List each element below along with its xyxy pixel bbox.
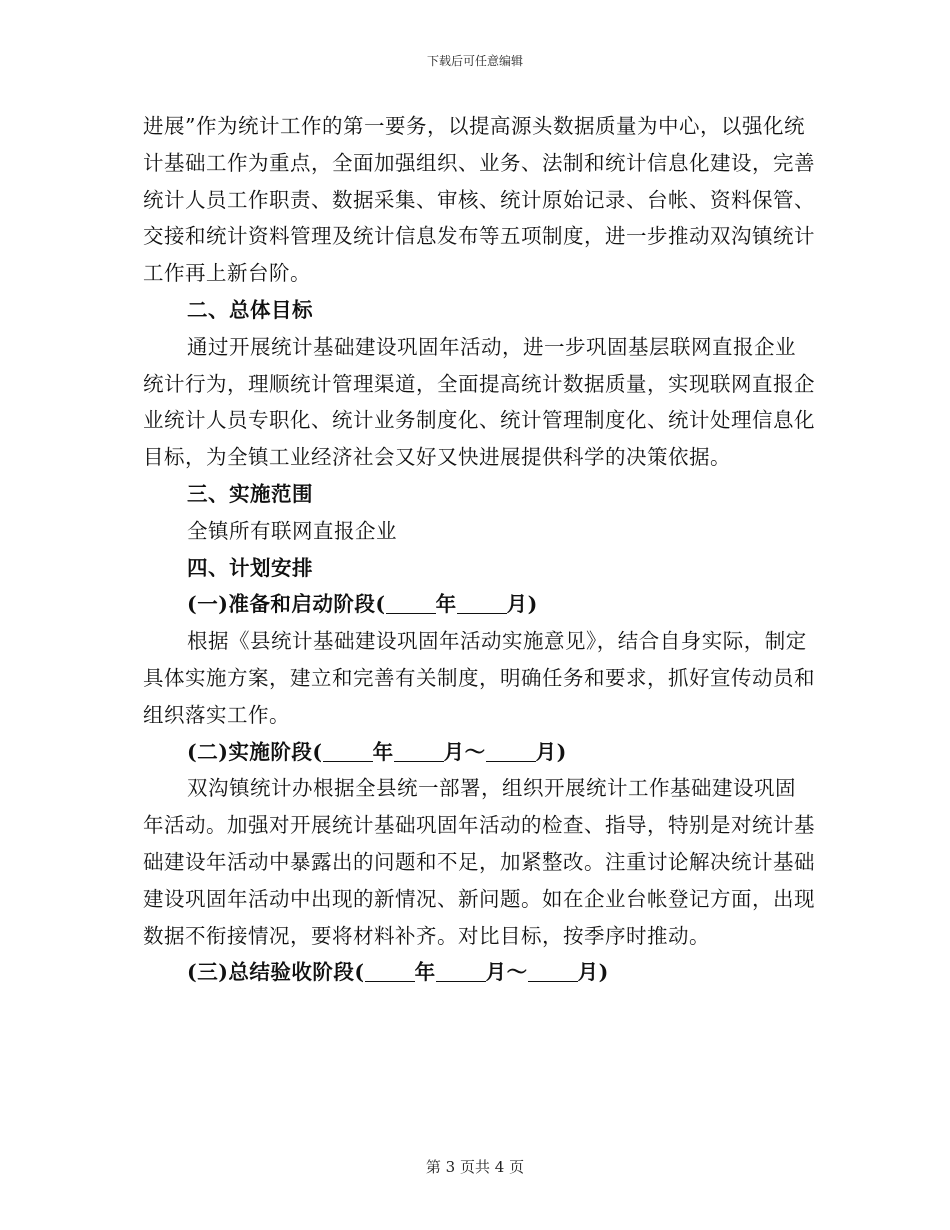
stage-2-month: 月～ — [443, 739, 486, 764]
paragraph-scope: 全镇所有联网直报企业 — [187, 518, 397, 543]
blank-line — [323, 741, 373, 762]
stage-3-year: 年 — [414, 960, 436, 985]
stage-2-year: 年 — [372, 739, 394, 764]
paragraph-intro: 进展”作为统计工作的第一要务，以提高源头数据质量为中心，以强化统计基础工作为重点，全面加强组织、业务、法制和统计信息化建设，完善统计人员工作职责、数据采集、审核、统计原始记录、台帐、资料保管、交接和统计资料管理及统计信息发布等五项制度，进一步推动双沟镇统计工作再上新台阶。 — [143, 114, 815, 286]
page-footer: 第 3 页共 4 页 — [425, 1158, 525, 1176]
blank-line — [365, 961, 415, 982]
stage-3-end: 月) — [577, 960, 609, 985]
paragraph-goal: 通过开展统计基础建设巩固年活动，进一步巩固基层联网直报企业统计行为，理顺统计管理渠道，全面提高统计数据质量，实现联网直报企业统计人员专职化、统计业务制度化、统计管理制度化、统计处理信息化目标，为全镇工业经济社会又好又快进展提供科学的决策依据。 — [143, 334, 815, 470]
blank-line — [436, 961, 486, 982]
paragraph-stage-1: 根据《县统计基础建设巩固年活动实施意见》，结合自身实际，制定具体实施方案，建立和完善有关制度，明确任务和要求，抓好宣传动员和组织落实工作。 — [143, 629, 815, 727]
stage-3-month: 月～ — [485, 960, 528, 985]
stage-2-heading — [143, 734, 815, 771]
heading-plan: 四、计划安排 — [187, 555, 313, 580]
stage-3-prefix: (三)总结验收阶段( — [187, 960, 365, 985]
paragraph-stage-2: 双沟镇统计办根据全县统一部署，组织开展统计工作基础建设巩固年活动。加强对开展统计基础巩固年活动的检查、指导，特别是对统计基础建设年活动中暴露出的问题和不足，加紧整改。注重讨论解决统计基础建设巩固年活动中出现的新情况、新问题。如在企业台帐登记方面，出现数据不衔接情况，要将材料补齐。对比目标，按季序时推动。 — [143, 776, 815, 948]
blank-line — [486, 741, 536, 762]
page-header: 下载后可任意编辑 — [426, 54, 523, 68]
stage-1-year: 年 — [435, 592, 457, 617]
blank-line — [386, 593, 436, 614]
blank-line — [457, 593, 507, 614]
stage-1-prefix: (一)准备和启动阶段( — [187, 592, 386, 617]
stage-3-heading — [143, 954, 815, 991]
document-body — [143, 108, 815, 991]
stage-1-month: 月) — [506, 592, 538, 617]
stage-2-end: 月) — [535, 739, 567, 764]
heading-scope: 三、实施范围 — [187, 481, 313, 506]
heading-overall-goal: 二、总体目标 — [187, 297, 313, 322]
blank-line — [394, 741, 444, 762]
blank-line — [528, 961, 578, 982]
stage-2-prefix: (二)实施阶段( — [187, 739, 323, 764]
stage-1-heading — [143, 586, 815, 623]
